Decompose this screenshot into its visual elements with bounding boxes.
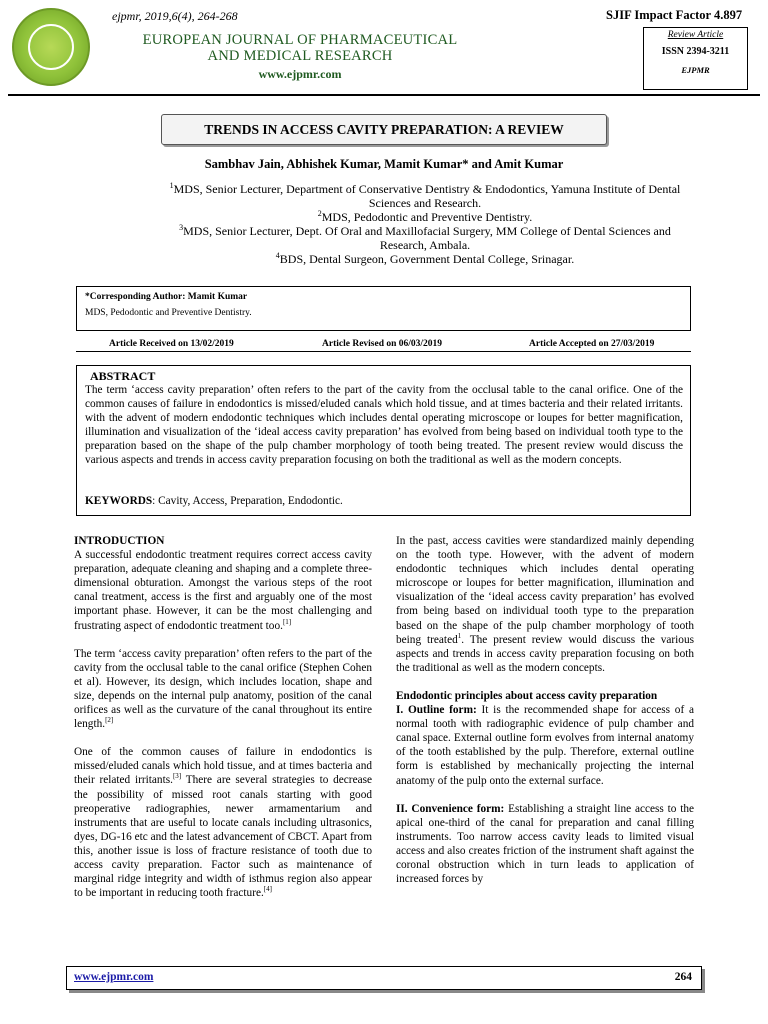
affiliation-2 (160, 210, 690, 224)
affiliation-4 (160, 252, 690, 266)
citation: ejpmr, 2019,6(4), 264-268 (112, 9, 238, 23)
article-title: TRENDS IN ACCESS CAVITY PREPARATION: A REVIEW (161, 114, 607, 145)
affiliation-3-text: MDS, Senior Lecturer, Dept. Of Oral and Maxillofacial Surgery, MM College of Dental Sciences and Research, Ambala. (183, 224, 671, 252)
outline-form-label: I. Outline form: (396, 704, 477, 717)
header-divider (8, 94, 760, 96)
journal-abbrev: EJPMR (681, 65, 710, 75)
author-list: Sambhav Jain, Abhishek Kumar, Mamit Kumar* and Amit Kumar (204, 157, 564, 171)
outline-form-paragraph (396, 703, 694, 788)
date-received: Article Received on 13/02/2019 (109, 339, 234, 349)
right-column (396, 534, 694, 886)
journal-logo-icon (12, 8, 90, 86)
affiliation-4-text: BDS, Dental Surgeon, Government Dental College, Srinagar. (279, 252, 575, 266)
affiliation-1 (160, 182, 690, 210)
article-type: Review Article (667, 30, 724, 40)
journal-title-line1: EUROPEAN JOURNAL OF PHARMACEUTICAL (142, 32, 458, 48)
intro-paragraph-2 (74, 647, 372, 732)
footer-url-link[interactable]: www.ejpmr.com (74, 971, 154, 983)
page-number: 264 (674, 971, 692, 983)
caduceus-icon (28, 24, 74, 70)
journal-url-link[interactable]: www.ejpmr.com (258, 67, 342, 81)
article-info-box (643, 27, 748, 90)
issn: ISSN 2394-3211 (661, 46, 730, 57)
date-revised: Article Revised on 06/03/2019 (322, 339, 443, 349)
intro-heading: INTRODUCTION (74, 535, 165, 547)
affiliation-2-text: MDS, Pedodontic and Preventive Dentistry. (321, 210, 533, 224)
abstract-text: The term ‘access cavity preparation’ often refers to the part of the cavity from the occlusal table to the canal orifice. One of the common causes of failure in endodontics is missed/eluded canals which hold tissue, and at times bacteria and their related irritants. with the advent of modern endodontic techniques which includes dental operating microscope or loupes for better magnification, illumination and visualization of the ‘ideal access cavity preparation’ has evolved from being based on individual tooth type to the preparation based on the shape of the pulp chamber morphology of tooth being treated. The present review would discuss the various aspects and trends in access cavity preparation focusing on both the traditional as well as the modern concepts. (85, 384, 683, 466)
abstract-heading: ABSTRACT (90, 369, 156, 383)
abstract-box (76, 365, 691, 516)
affiliation-2-num: 2 (317, 209, 322, 218)
journal-title-line2: AND MEDICAL RESEARCH (207, 48, 393, 64)
impact-factor: SJIF Impact Factor 4.897 (606, 8, 743, 22)
corresponding-affiliation: MDS, Pedodontic and Preventive Dentistry. (85, 308, 252, 318)
r1-text: In the past, access cavities were standardized mainly depending on the tooth type. However, with the advent of modern endodontic techniques which includes dental operating microscope or loupes for better magnification, illumination and visualization of the ‘ideal access cavity preparation’ has evolved from being based on individual tooth type to the preparation based on the shape of the pulp chamber morphology of tooth being treated (396, 535, 694, 646)
affiliation-1-text: MDS, Senior Lecturer, Department of Conservative Dentistry & Endodontics, Yamuna Institute of Dental Sciences and Research. (173, 182, 681, 210)
keywords-list: : Cavity, Access, Preparation, Endodontic. (152, 495, 343, 507)
convenience-form-paragraph (396, 802, 694, 887)
p3-text-a: One of the common causes of failure in endodontics is missed/eluded canals which hold tissue, and at times bacteria and their related irritants. (74, 746, 372, 787)
footer-bar (66, 966, 702, 990)
keywords-label: KEYWORDS (85, 495, 153, 507)
ref-1: [1] (282, 617, 292, 626)
ref-3: [3] (172, 772, 182, 781)
p1-text: A successful endodontic treatment requires correct access cavity preparation, adequate cleaning and shaping and a complete three-dimensional obturation. Amongst the various steps of the root canal treatment, access is the first and arguably one of the most important phase. However, it can be the most challenging and frustrating aspect of endodontic treatment too. (74, 549, 372, 632)
ref-2: [2] (105, 716, 114, 725)
affiliation-3-num: 3 (179, 223, 184, 232)
convenience-form-label: II. Convenience form: (396, 802, 505, 815)
p2-text: The term ‘access cavity preparation’ often refers to the part of the cavity from the occlusal table to the canal orifice (Stephen Cohen et al). However, its design, which includes location, shape and size, depends on the internal pulp anatomy, position of the canal orifices as well as the curvature of the canal throughout its entire length. (74, 647, 372, 731)
affiliation-1-num: 1 (169, 181, 174, 190)
journal-title (90, 32, 510, 64)
convenience-form-text: Establishing a straight line access to the apical one-third of the canal for preparation and canal filling instruments. Too narrow access cavity leads to limited visual access and also creates friction of the instrument shaft against the coronal obstruction which in turn leads to application of increased forces by (396, 802, 694, 886)
dates-divider (76, 351, 691, 352)
keywords (85, 495, 343, 507)
ref-4: [4] (263, 885, 272, 894)
p3-text-b: There are several strategies to decrease the possibility of missed root canals starting with good preoperative radiographies, newer armamentarium and instruments that are useful to locate canals including ultrasonics, dyes, DG-16 etc and the latest advancement of CBCT. Apart from this, another issue is loss of fracture resistance of tooth due to access cavity preparation. Factor such as maintenance of marginal ridge integrity and width of isthmus region also appear to be important in reducing tooth fracture. (74, 774, 373, 900)
ref-r1: 1 (457, 631, 462, 640)
date-accepted: Article Accepted on 27/03/2019 (529, 339, 655, 349)
principles-heading: Endodontic principles about access cavity preparation (396, 689, 658, 702)
affiliation-4-num: 4 (275, 251, 280, 260)
outline-form-text: It is the recommended shape for access of a normal tooth with radiographic evidence of pulp chamber and canal space. External outline form evolves from internal anatomy of the tooth established by the pulp. Therefore, external outline form is established by mechanically projecting the internal anatomy of the pulp onto the external surface. (396, 704, 694, 787)
left-column (74, 534, 372, 900)
corresponding-author: *Corresponding Author: Mamit Kumar (85, 292, 248, 302)
affiliation-3 (160, 224, 690, 252)
intro-paragraph-1 (74, 548, 372, 633)
right-paragraph-1 (396, 534, 694, 675)
intro-paragraph-3 (74, 745, 372, 900)
corresponding-author-box (76, 286, 691, 331)
r1-text-b: . The present review would discuss the various aspects and trends in access cavity preparation focusing on both the traditional as well as the modern concepts. (396, 633, 695, 674)
